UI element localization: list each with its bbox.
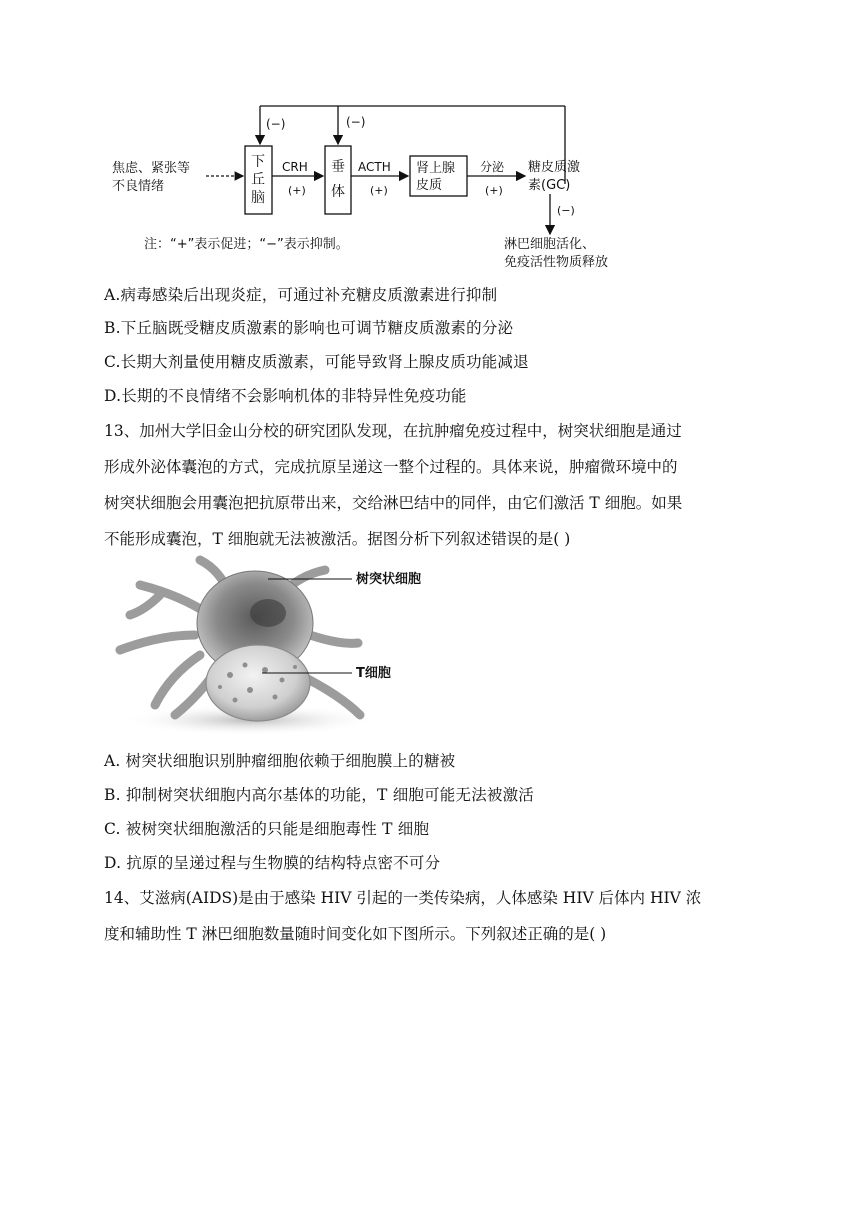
pituitary-char-1: 垂: [331, 159, 345, 175]
hpa-axis-diagram: [100, 96, 660, 276]
gc-minus: (−): [557, 204, 575, 217]
gc-label-1: 糖皮质激: [528, 160, 581, 175]
emotion-label-1: 焦虑、紧张等: [112, 161, 191, 176]
q13-option-b: B. 抑制树突状细胞内高尔基体的功能，T 细胞可能无法被激活: [104, 786, 535, 804]
dendritic-cell-label: 树突状细胞: [356, 572, 422, 587]
q13-line-1: 13、加州大学旧金山分校的研究团队发现，在抗肿瘤免疫过程中，树突状细胞是通过: [104, 422, 682, 440]
q13-line-2: 形成外泌体囊泡的方式，完成抗原呈递这一整个过程的。具体来说，肿瘤微环境中的: [104, 458, 678, 476]
t-cell-body: [206, 645, 310, 721]
acth-plus: (+): [370, 184, 388, 197]
q13-line-4: 不能形成囊泡，T 细胞就无法被激活。据图分析下列叙述错误的是( ): [104, 530, 571, 548]
adrenal-label-1: 肾上腺: [416, 161, 456, 176]
q13-option-a: A. 树突状细胞识别肿瘤细胞依赖于细胞膜上的糖被: [104, 752, 456, 770]
q14-line-1: 14、艾滋病(AIDS)是由于感染 HIV 引起的一类传染病，人体感染 HIV 后体内 HIV 浓: [104, 889, 702, 907]
pituitary-char-2: 体: [331, 184, 345, 200]
hypothalamus-char-3: 脑: [251, 190, 265, 206]
crh-plus: (+): [288, 184, 306, 197]
hypothalamus-char-2: 丘: [251, 172, 265, 188]
adrenal-label-2: 皮质: [416, 178, 443, 193]
q13-option-c: C. 被树突状细胞激活的只能是细胞毒性 T 细胞: [104, 820, 430, 838]
lymph-label-2: 免疫活性物质释放: [504, 255, 609, 270]
pituitary-box: [325, 146, 351, 214]
gc-label-2: 素(GC): [528, 178, 571, 193]
cell-illustration: [100, 555, 440, 735]
q13-line-3: 树突状细胞会用囊泡把抗原带出来，交给淋巴结中的同伴，由它们激活 T 细胞。如果: [104, 494, 683, 512]
q12-option-b: B.下丘脑既受糖皮质激素的影响也可调节糖皮质激素的分泌: [104, 319, 514, 337]
hypothalamus-char-1: 下: [251, 154, 265, 170]
q13-stem: [104, 413, 764, 557]
minus-sign-pituitary: (−): [346, 115, 366, 129]
q12-option-a: A.病毒感染后出现炎症，可通过补充糖皮质激素进行抑制: [104, 286, 498, 304]
minus-sign-hypothalamus: (−): [266, 117, 286, 131]
crh-label: CRH: [282, 160, 308, 174]
acth-label: ACTH: [358, 160, 391, 174]
q13-option-d: D. 抗原的呈递过程与生物膜的结构特点密不可分: [104, 854, 441, 872]
q12-option-c: C.长期大剂量使用糖皮质激素，可能导致肾上腺皮质功能减退: [104, 353, 529, 371]
secrete-label: 分泌: [480, 160, 505, 174]
diagram-note: 注：“+”表示促进；“−”表示抑制。: [144, 237, 349, 252]
emotion-label-2: 不良情绪: [112, 179, 165, 194]
secrete-plus: (+): [485, 184, 503, 197]
q14-line-2: 度和辅助性 T 淋巴细胞数量随时间变化如下图所示。下列叙述正确的是( ): [104, 925, 607, 943]
q14-stem: [104, 880, 764, 952]
dendritic-cell-nucleus: [250, 599, 286, 627]
lymph-label-1: 淋巴细胞活化、: [504, 237, 596, 252]
q12-option-d: D.长期的不良情绪不会影响机体的非特异性免疫功能: [104, 387, 467, 405]
t-cell-label: T细胞: [356, 666, 391, 681]
